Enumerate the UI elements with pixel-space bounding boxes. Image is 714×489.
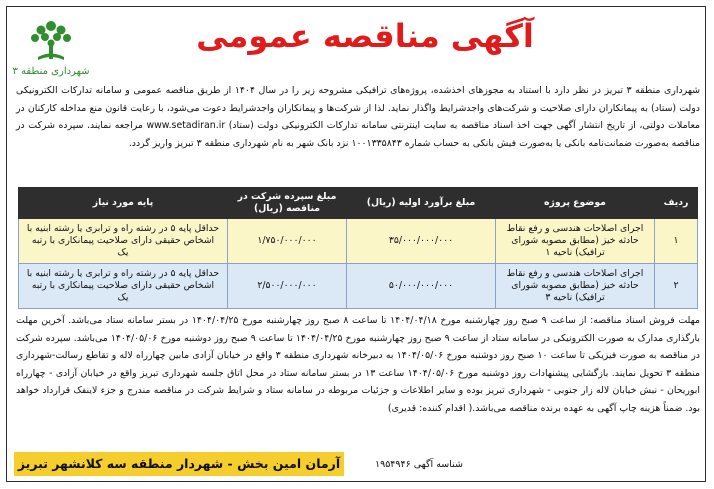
cell-grade: حداقل پایه ۵ در رشته راه و ترابری یا رشته ابنیه با اشخاص حقیقی دارای صلاحیت پیمانکاری با رتبه یک [19, 219, 228, 264]
cell-row: ۲ [655, 264, 698, 309]
municipality-logo [14, 12, 88, 86]
col-header-deposit: مبلغ سپرده شرکت در مناقصه (ریال) [228, 188, 347, 219]
col-header-row: ردیف [655, 188, 698, 219]
details-paragraph: مهلت فروش اسناد مناقصه: از ساعت ۹ صبح روز چهارشنبه مورخ ۱۴۰۴/۰۴/۱۸ تا ساعت ۸ صبح روز چهارشنبه مورخ ۱۴۰۴/۰۴/۲۵ در بستر سامانه ستاد می‌باشد. آخرین مهلت بارگذاری مدارک به صورت الکترونیکی در سامانه ستاد از ساعت ۹ صبح روز چهارشنبه مورخ ۱۴۰۴/۰۴/۲۵ تا ساعت ۹ صبح روز دوشنبه مورخ ۱۴۰۴/۰۵/۰۶ می‌باشد. سپرده شرکت در مناقصه به صورت فیزیکی تا ساعت ۱۰ صبح روز دوشنبه مورخ ۱۴۰۴/۰۵/۰۶ به دبیرخانه شهرداری منطقه ۳ واقع در خیابان آزادی مابین چهارراه لاله و تقاطع رسالت-شهرداری منطقه ۳ تحویل نمایند. بازگشایی پیشنهادات روز دوشنبه مورخ ۱۴۰۴/۰۵/۰۶ ساعت ۱۳ در بستر سامانه ستاد در محل اتاق جلسه شهرداری تبریز واقع در خیابان آزادی - چهارراه ابوریحان - نبش خیابان لاله زار جنوبی - شهرداری تبریز بوده و سایر اطلاعات و جزئیات مربوطه در سامانه ستاد و شرایط شرکت در مناقصه مندرج و جزء لاینفک قرارداد خواهد بود. ضمناً هزینه چاپ آگهی به عهده برنده مناقصه می‌باشد.( اقدام کننده: قدیری) [16, 315, 701, 414]
col-header-subject: موضوع پروژه [496, 188, 655, 219]
cell-deposit: ۱/۷۵۰/۰۰۰/۰۰۰ [228, 219, 347, 264]
ad-title: آگهی مناقصه عمومی [196, 17, 534, 55]
tree-logo-icon [14, 12, 88, 86]
col-header-estimate: مبلغ برآورد اولیه (ریال) [347, 188, 496, 219]
cell-subject: اجرای اصلاحات هندسی و رفع نقاط حادثه خیز (مطابق مصوبه شورای ترافیک) ناحیه ۱ [496, 219, 655, 264]
table-header-row [19, 188, 698, 219]
col-header-grade: پایه مورد نیاز [19, 188, 228, 219]
cell-estimate: ۳۵/۰۰۰/۰۰۰/۰۰۰ [347, 219, 496, 264]
cell-row: ۱ [655, 219, 698, 264]
ad-id: شناسه آگهی ۱۹۵۴۹۴۶ [375, 459, 463, 470]
table-row [19, 264, 698, 309]
signature-banner: آرمان امین بخش - شهردار منطقه سه کلانشهر تبریز [14, 452, 344, 476]
intro-paragraph: شهرداری منطقه ۳ تبریز در نظر دارد با استناد به مجوزهای اخذشده، پروژه‌های ترافیکی مشروحه زیر را در سال ۱۴۰۴ از طریق مناقصه عمومی و سامانه تدارکات الکترونیکی دولت (ستاد) به پیمانکاران دارای صلاحیت و شرکت‌های واجدشرایط واگذار نماید. لذا از شرکت‌ها و پیمانکاران واجدشرایط دعوت می‌شود، با رعایت قانون منع مداخله کارکنان در معاملات دولتی، از تاریخ انتشار آگهی جهت اخذ اسناد مناقصه به سایت اینترنتی سامانه تدارکات الکترونیکی دولت (ستاد) www.setadiran.ir مراجعه نمایند. سپرده شرکت در مناقصه به‌صورت ضمانت‌نامه بانکی یا به‌صورت فیش بانکی به حساب شماره ۱۰۰۱۳۳۵۸۴۳ نزد بانک شهر به نام شهرداری منطقه ۳ تبریز واریز گردد. [16, 85, 700, 149]
cell-subject: اجرای اصلاحات هندسی و رفع نقاط حادثه خیز (مطابق مصوبه شورای ترافیک) ناحیه ۳ [496, 264, 655, 309]
cell-grade: حداقل پایه ۵ در رشته راه و ترابری یا رشته ابنیه با اشخاص حقیقی دارای صلاحیت پیمانکاری با رتبه یک [19, 264, 228, 309]
table-row [19, 219, 698, 264]
svg-text:شهرداری منطقه ۳: شهرداری منطقه ۳ [12, 66, 90, 77]
cell-deposit: ۲/۵۰۰/۰۰۰/۰۰۰ [228, 264, 347, 309]
cell-estimate: ۵۰/۰۰۰/۰۰۰/۰۰۰ [347, 264, 496, 309]
tender-table [18, 187, 698, 309]
